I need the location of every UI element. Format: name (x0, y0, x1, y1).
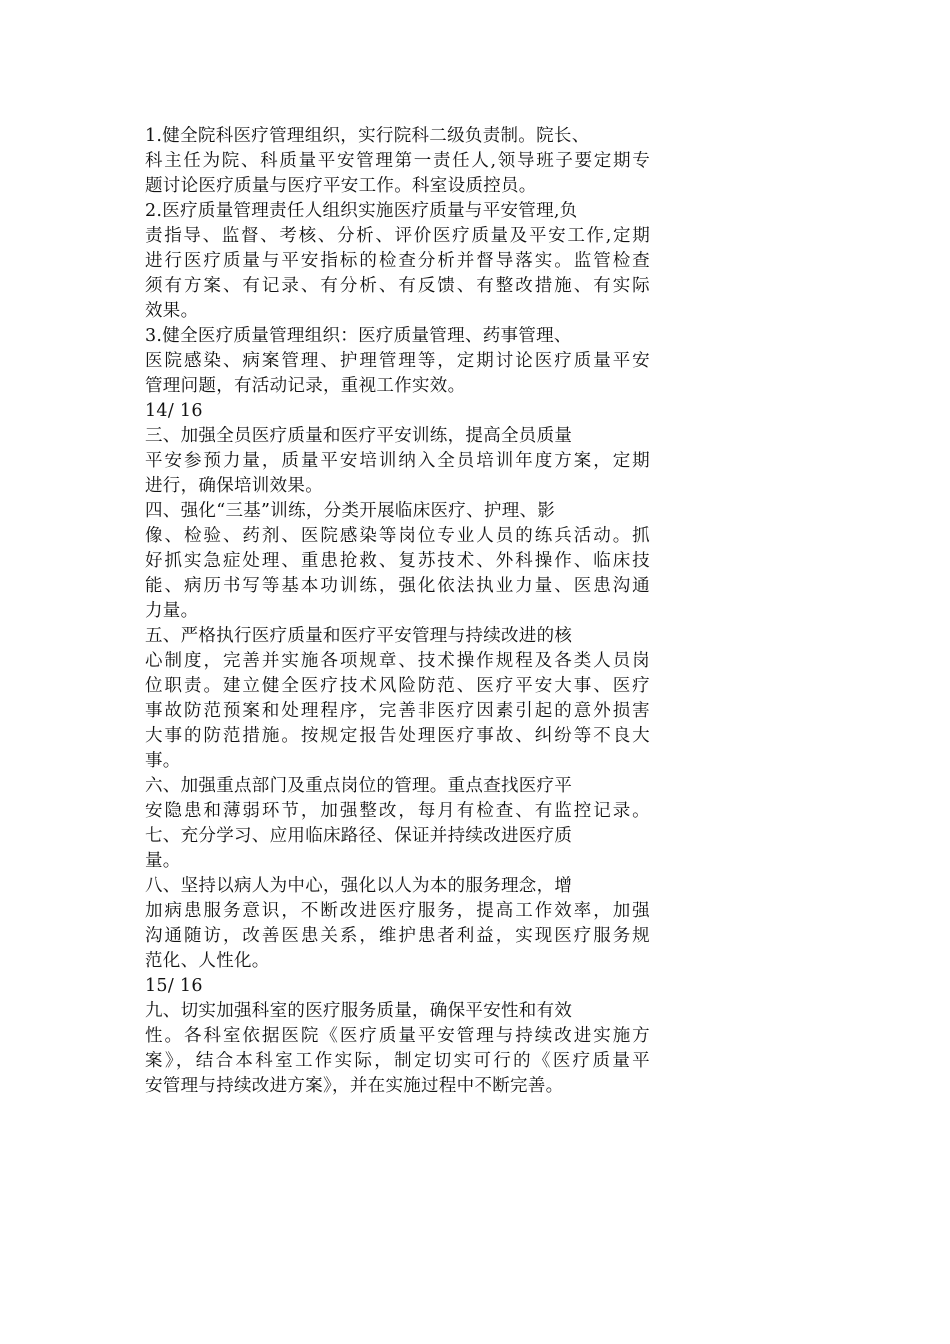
text-line: 安隐患和薄弱环节，加强整改，每月有检查、有监控记录。 (145, 801, 650, 821)
text-line: 管理问题，有活动记录，重视工作实效。 (145, 376, 466, 396)
text-line: 五、严格执行医疗质量和医疗平安管理与持续改进的核 (145, 626, 573, 646)
text-line: 四、强化“三基”训练，分类开展临床医疗、护理、影 (145, 501, 556, 521)
text-line: 科主任为院、科质量平安管理第一责任人,领导班子要定期专 (145, 151, 650, 171)
text-line: 性。各科室依据医院《医疗质量平安管理与持续改进实施方 (145, 1026, 650, 1046)
text-line: 医院感染、病案管理、护理管理等，定期讨论医疗质量平安 (145, 351, 650, 371)
text-line: 范化、人性化。 (145, 951, 270, 971)
text-line: 进行医疗质量与平安指标的检查分析并督导落实。监管检查 (145, 251, 650, 271)
text-line: 八、坚持以病人为中心，强化以人为本的服务理念，增 (145, 876, 573, 896)
text-line: 好抓实急症处理、重患抢救、复苏技术、外科操作、临床技 (145, 551, 650, 571)
text-line: 力量。 (145, 601, 199, 621)
text-line: 须有方案、有记录、有分析、有反馈、有整改措施、有实际 (145, 276, 650, 296)
text-line: 题讨论医疗质量与医疗平安工作。科室设质控员。 (145, 176, 537, 196)
document-body (145, 124, 650, 1099)
text-line: 安管理与持续改进方案》，并在实施过程中不断完善。 (145, 1076, 564, 1096)
text-line: 沟通随访，改善医患关系，维护患者利益，实现医疗服务规 (145, 926, 650, 946)
text-line: 三、加强全员医疗质量和医疗平安训练，提高全员质量 (145, 426, 573, 446)
text-line: 七、充分学习、应用临床路径、保证并持续改进医疗质 (145, 826, 573, 846)
text-line: 量。 (145, 851, 181, 871)
page-number: 14/ 16 (145, 401, 203, 421)
text-line: 大事的防范措施。按规定报告处理医疗事故、纠纷等不良大 (145, 726, 650, 746)
text-line: 能、病历书写等基本功训练，强化依法执业力量、医患沟通 (145, 576, 650, 596)
text-line: 九、切实加强科室的医疗服务质量，确保平安性和有效 (145, 1001, 573, 1021)
text-line: 效果。 (145, 301, 199, 321)
text-line: 3.健全医疗质量管理组织：医疗质量管理、药事管理、 (145, 326, 572, 346)
text-line: 位职责。建立健全医疗技术风险防范、医疗平安大事、医疗 (145, 676, 650, 696)
text-line: 平安参预力量，质量平安培训纳入全员培训年度方案，定期 (145, 451, 650, 471)
text-line: 心制度，完善并实施各项规章、技术操作规程及各类人员岗 (145, 651, 650, 671)
page-number: 15/ 16 (145, 976, 203, 996)
text-line: 像、检验、药剂、医院感染等岗位专业人员的练兵活动。抓 (145, 526, 650, 546)
text-line: 事。 (145, 751, 181, 771)
text-line: 1.健全院科医疗管理组织，实行院科二级负责制。院长、 (145, 126, 590, 146)
text-line: 案》，结合本科室工作实际，制定切实可行的《医疗质量平 (145, 1051, 650, 1071)
text-line: 加病患服务意识，不断改进医疗服务，提高工作效率，加强 (145, 901, 650, 921)
text-line: 责指导、监督、考核、分析、评价医疗质量及平安工作,定期 (145, 226, 650, 246)
text-line: 六、加强重点部门及重点岗位的管理。重点查找医疗平 (145, 776, 573, 796)
text-line: 事故防范预案和处理程序，完善非医疗因素引起的意外损害 (145, 701, 650, 721)
text-line: 进行，确保培训效果。 (145, 476, 323, 496)
text-line: 2.医疗质量管理责任人组织实施医疗质量与平安管理,负 (145, 201, 578, 221)
